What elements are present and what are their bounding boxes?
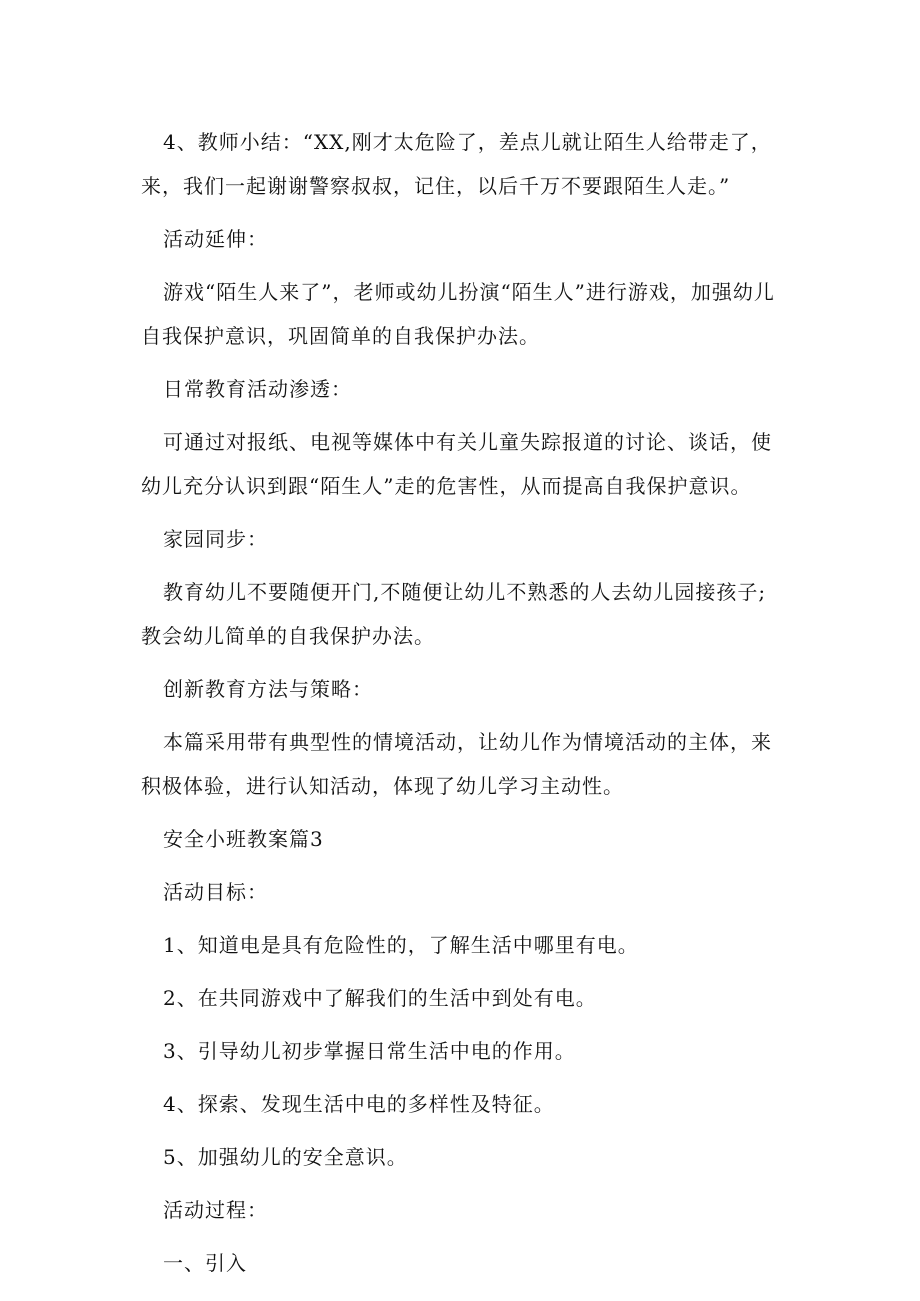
paragraph-stranger-game: 游戏“陌生人来了”，老师或幼儿扮演“陌生人”进行游戏，加强幼儿自我保护意识，巩固简单的自我保护办法。 [141, 280, 775, 348]
paragraph-media-discussion: 可通过对报纸、电视等媒体中有关儿童失踪报道的讨论、谈话，使幼儿充分认识到跟“陌生人”走的危害性，从而提高自我保护意识。 [141, 430, 772, 498]
heading-activity-goals: 活动目标： [163, 880, 268, 904]
heading-home-school: 家园同步： [163, 527, 268, 551]
heading-activity-process: 活动过程： [163, 1198, 268, 1222]
heading-innovation: 创新教育方法与策略： [163, 677, 373, 701]
paragraph-teacher-summary: 4、教师小结：“XX,刚才太危险了，差点儿就让陌生人给带走了，来，我们一起谢谢警察叔叔，记住，以后千万不要跟陌生人走。” [141, 130, 772, 198]
goal-item-4: 4、探索、发现生活中电的多样性及特征。 [163, 1092, 555, 1116]
goal-item-3: 3、引导幼儿初步掌握日常生活中电的作用。 [163, 1039, 576, 1063]
goal-item-5: 5、加强幼儿的安全意识。 [163, 1145, 408, 1169]
goal-item-2: 2、在共同游戏中了解我们的生活中到处有电。 [163, 986, 597, 1010]
document-body [0, 120, 920, 1285]
section-title-lesson-3: 安全小班教案篇3 [163, 827, 324, 851]
heading-activity-extension: 活动延伸： [163, 227, 268, 251]
process-step-intro: 一、引入 [163, 1251, 247, 1275]
heading-daily-education: 日常教育活动渗透： [163, 377, 352, 401]
goal-item-1: 1、知道电是具有危险性的，了解生活中哪里有电。 [163, 933, 639, 957]
paragraph-situational-activity: 本篇采用带有典型性的情境活动，让幼儿作为情境活动的主体，来积极体验，进行认知活动，体现了幼儿学习主动性。 [141, 730, 772, 798]
paragraph-home-education: 教育幼儿不要随便开门,不随便让幼儿不熟悉的人去幼儿园接孩子;教会幼儿简单的自我保护办法。 [141, 580, 767, 648]
